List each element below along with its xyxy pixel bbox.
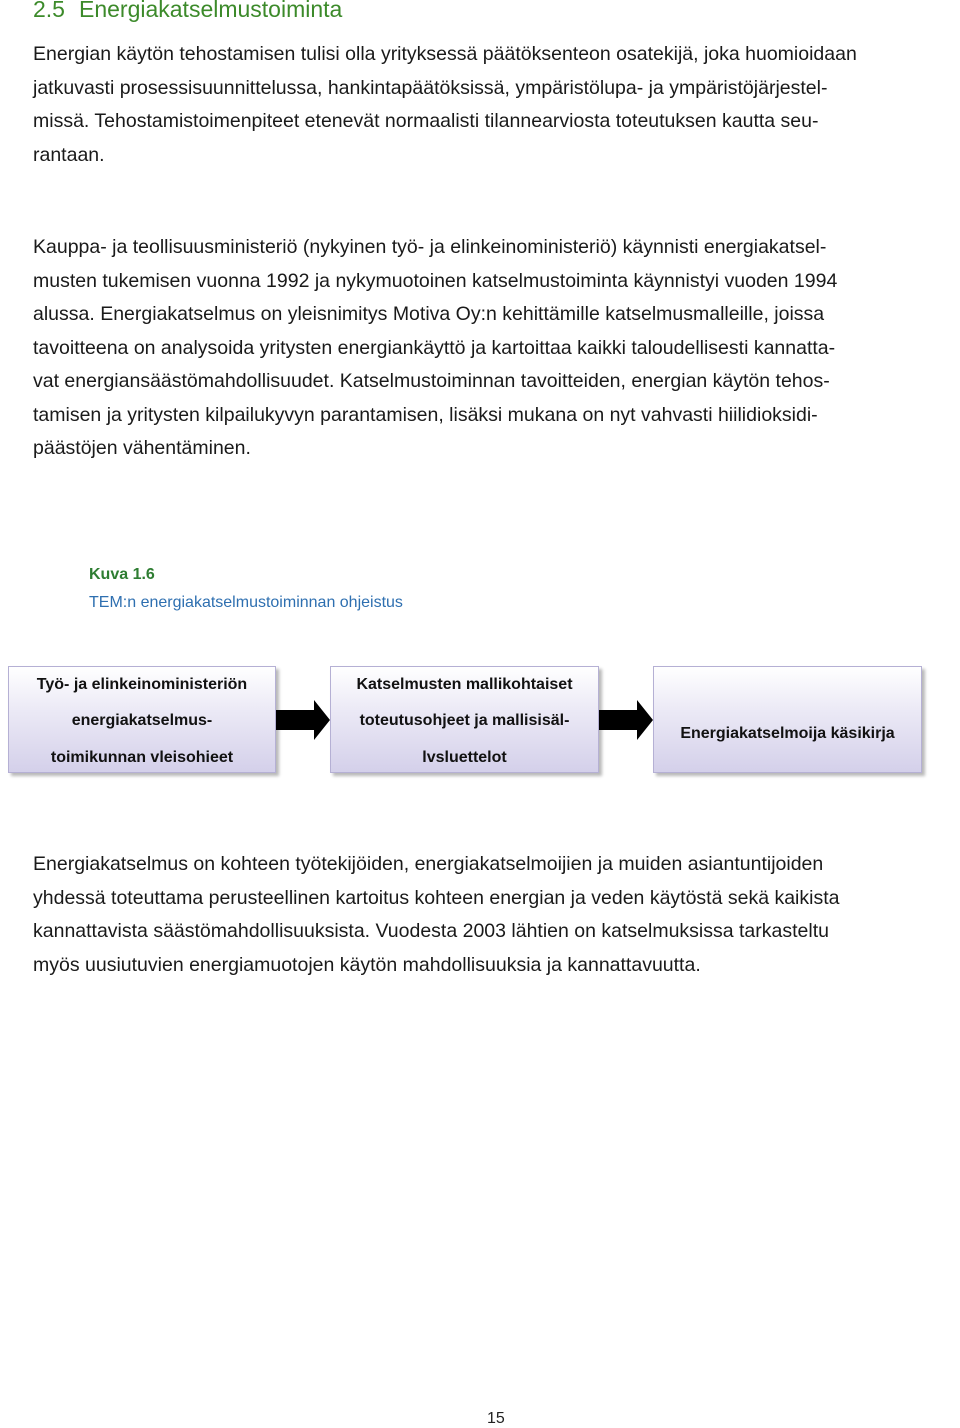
paragraph-line: tamisen ja yritysten kilpailukyvyn parantamisen, lisäksi mukana on nyt vahvasti hiilidioksidi-: [33, 403, 818, 426]
section-number: 2.5: [33, 0, 65, 22]
figure-caption: TEM:n energiakatselmustoiminnan ohjeistus: [89, 594, 403, 611]
paragraph-line: päästöjen vähentäminen.: [33, 437, 251, 459]
paragraph-3: [33, 848, 840, 982]
paragraph-line: vat energiansäästömahdollisuudet. Katselmustoiminnan tavoitteiden, energian käytön tehos-: [33, 370, 830, 392]
flow-box-line: Työ- ja elinkeinoministeriön: [36, 676, 248, 693]
figure-label: Kuva 1.6: [89, 566, 155, 583]
flow-box-auditor-handbook: [653, 666, 922, 773]
paragraph-line: alussa. Energiakatselmus on yleisnimitys Motiva Oy:n kehittämille katselmusmalleille, joissa: [33, 303, 825, 325]
paragraph-1: [33, 38, 857, 172]
paragraph-line: tavoitteena on analysoida yritysten energiankäyttö ja kartoittaa kaikki taloudellisesti kannatta-: [33, 336, 836, 359]
flow-box-line: toteutusohjeet ja mallisisäl-: [359, 712, 570, 729]
paragraph-line: Energian käytön tehostamisen tulisi olla yrityksessä päätöksenteon osatekijä, joka huomioidaan: [33, 43, 857, 65]
paragraph-line: rantaan.: [33, 143, 105, 166]
paragraph-2: [33, 231, 837, 466]
paragraph-line: Energiakatselmus on kohteen työtekijöiden, energiakatselmoijien ja muiden asiantuntijoiden: [33, 853, 824, 875]
paragraph-line: missä. Tehostamistoimenpiteet etenevät normaalisti tilannearviosta toteutuksen kautta seu-: [33, 110, 819, 132]
paragraph-line: Kauppa- ja teollisuusministeriö (nykyinen työ- ja elinkeinoministeriö) käynnisti energiakatsel-: [33, 236, 827, 258]
paragraph-line: kannattavista säästömahdollisuuksista. Vuodesta 2003 lähtien on katselmuksissa tarkasteltu: [33, 920, 829, 942]
paragraph-line: musten tukemisen vuonna 1992 ja nykymuotoinen katselmustoiminta käynnistyi vuoden 1994: [33, 269, 838, 292]
page-number: 15: [487, 1410, 505, 1427]
flow-box-line: energiakatselmus-: [71, 712, 213, 729]
flow-box-line: Katselmusten mallikohtaiset: [356, 676, 573, 693]
flow-box-ministry-guidelines: [8, 666, 276, 773]
paragraph-line: jatkuvasti prosessisuunnittelussa, hankintapäätöksissä, ympäristölupa- ja ympäristöjärjestel-: [33, 76, 828, 99]
paragraph-line: yhdessä toteuttama perusteellinen kartoitus kohteen energian ja veden käytöstä sekä kaikista: [33, 886, 840, 909]
flow-box-line: lvsluettelot: [422, 749, 507, 766]
section-title: Energiakatselmustoiminta: [78, 0, 343, 22]
paragraph-line: myös uusiutuvien energiamuotojen käytön mahdollisuuksia ja kannattavuutta.: [33, 953, 701, 976]
flow-box-line: toimikunnan vleisohieet: [50, 749, 234, 766]
flow-arrow-icon: [599, 700, 653, 740]
flow-box-line: Energiakatselmoija käsikirja: [680, 725, 895, 742]
flow-arrow-icon: [276, 700, 330, 740]
flow-box-model-instructions: [330, 666, 599, 773]
section-heading: [33, 0, 342, 23]
